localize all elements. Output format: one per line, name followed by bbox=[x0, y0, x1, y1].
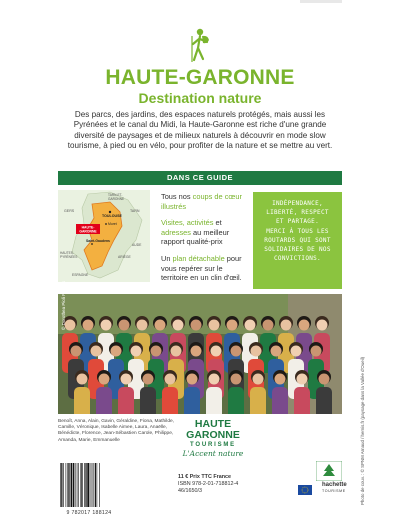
map-label-gers: GERS bbox=[64, 209, 75, 213]
svg-text:HAUTES-: HAUTES- bbox=[60, 251, 74, 255]
page-title: HAUTE-GARONNE bbox=[105, 66, 295, 89]
eco-label-icon bbox=[316, 461, 342, 481]
region-map bbox=[58, 190, 150, 282]
page-edge bbox=[300, 0, 342, 3]
svg-text:GARONNE: GARONNE bbox=[79, 229, 97, 234]
publisher-logo: hachette TOURISME bbox=[322, 482, 347, 493]
feature-2: Visites, activités et adresses au meilleur rapport qualité-prix bbox=[161, 218, 230, 247]
guide-section-bar: DANS CE GUIDE bbox=[58, 171, 342, 185]
photo-credit: © Dorothea Pioli Puspos bbox=[61, 280, 66, 330]
team-photo-illustration bbox=[58, 294, 342, 414]
page-subtitle: Destination nature bbox=[138, 90, 262, 106]
team-photo bbox=[58, 294, 342, 414]
intro-paragraph: Des parcs, des jardins, des espaces naturels protégés, mais aussi les Pyrénées et le canal du Midi, la Haute-Garonne est riche d'une grande diversité de paysages et de milieux naturels à découvrir en mode slow tourisme, à pied ou en vélo, pour profiter de la nature et se mettre au vert. bbox=[67, 110, 333, 151]
map-label-hautes-pyrenees: PYRÉNÉES bbox=[60, 255, 78, 259]
feature-1: Tous nos coups de cœur illustrés bbox=[161, 192, 242, 211]
eu-flag-icon bbox=[298, 485, 312, 495]
guide-features bbox=[161, 192, 243, 290]
cover-photo-credits: Photo de couv. : © SPNM Arnaud / hemis.fr (paysage dans la Vallée d'Oueil) bbox=[360, 356, 365, 505]
map-label-saint-gaudens: Saint-Gaudens bbox=[86, 239, 110, 243]
team-names: Benoît, Anna, Alain, Gavin, Géraldine, Fiona, Mathilde, Camille, Véronique, Isabelle Aimee, Laura, Anaëlle, Bénédicte, Florence, Jean-Sébastien Carole, Philippe, Amanda, Marie, Emmanuelle bbox=[58, 419, 174, 443]
map-label-toulouse: TOULOUSE bbox=[102, 214, 122, 218]
barcode bbox=[58, 462, 120, 508]
map-label-tarn-et-garonne: TARN-ET- bbox=[108, 193, 123, 197]
feature-3: Un plan détachable pour vous repérer sur le territoire en un clin d'œil. bbox=[161, 253, 242, 283]
map-label-aude: AUDE bbox=[132, 243, 142, 247]
map-label-ariege: ARIÈGE bbox=[118, 255, 131, 259]
routard-hiker-icon bbox=[188, 26, 212, 66]
haute-garonne-tourisme-logo: HAUTE GARONNE TOURISME L'Accent nature bbox=[182, 418, 244, 458]
barcode-number: 9 782017 188124 bbox=[66, 510, 112, 516]
map-label-muret: Muret bbox=[108, 222, 117, 226]
price-info: 11 € Prix TTC France ISBN 978-2-01-718812-4 46/1650/3 bbox=[178, 474, 239, 494]
map-label-tarn: TARN bbox=[130, 209, 140, 213]
values-box: INDÉPENDANCE, LIBERTÉ, RESPECT ET PARTAGE. MERCI À TOUS LES ROUTARDS QUI SONT SOLIDAIRES DE NOS CONVICTIONS. bbox=[253, 192, 342, 289]
svg-text:HAUTE-: HAUTE- bbox=[81, 225, 95, 230]
map-label-espagne: ESPAGNE bbox=[72, 273, 89, 277]
svg-text:GARONNE: GARONNE bbox=[108, 197, 125, 201]
